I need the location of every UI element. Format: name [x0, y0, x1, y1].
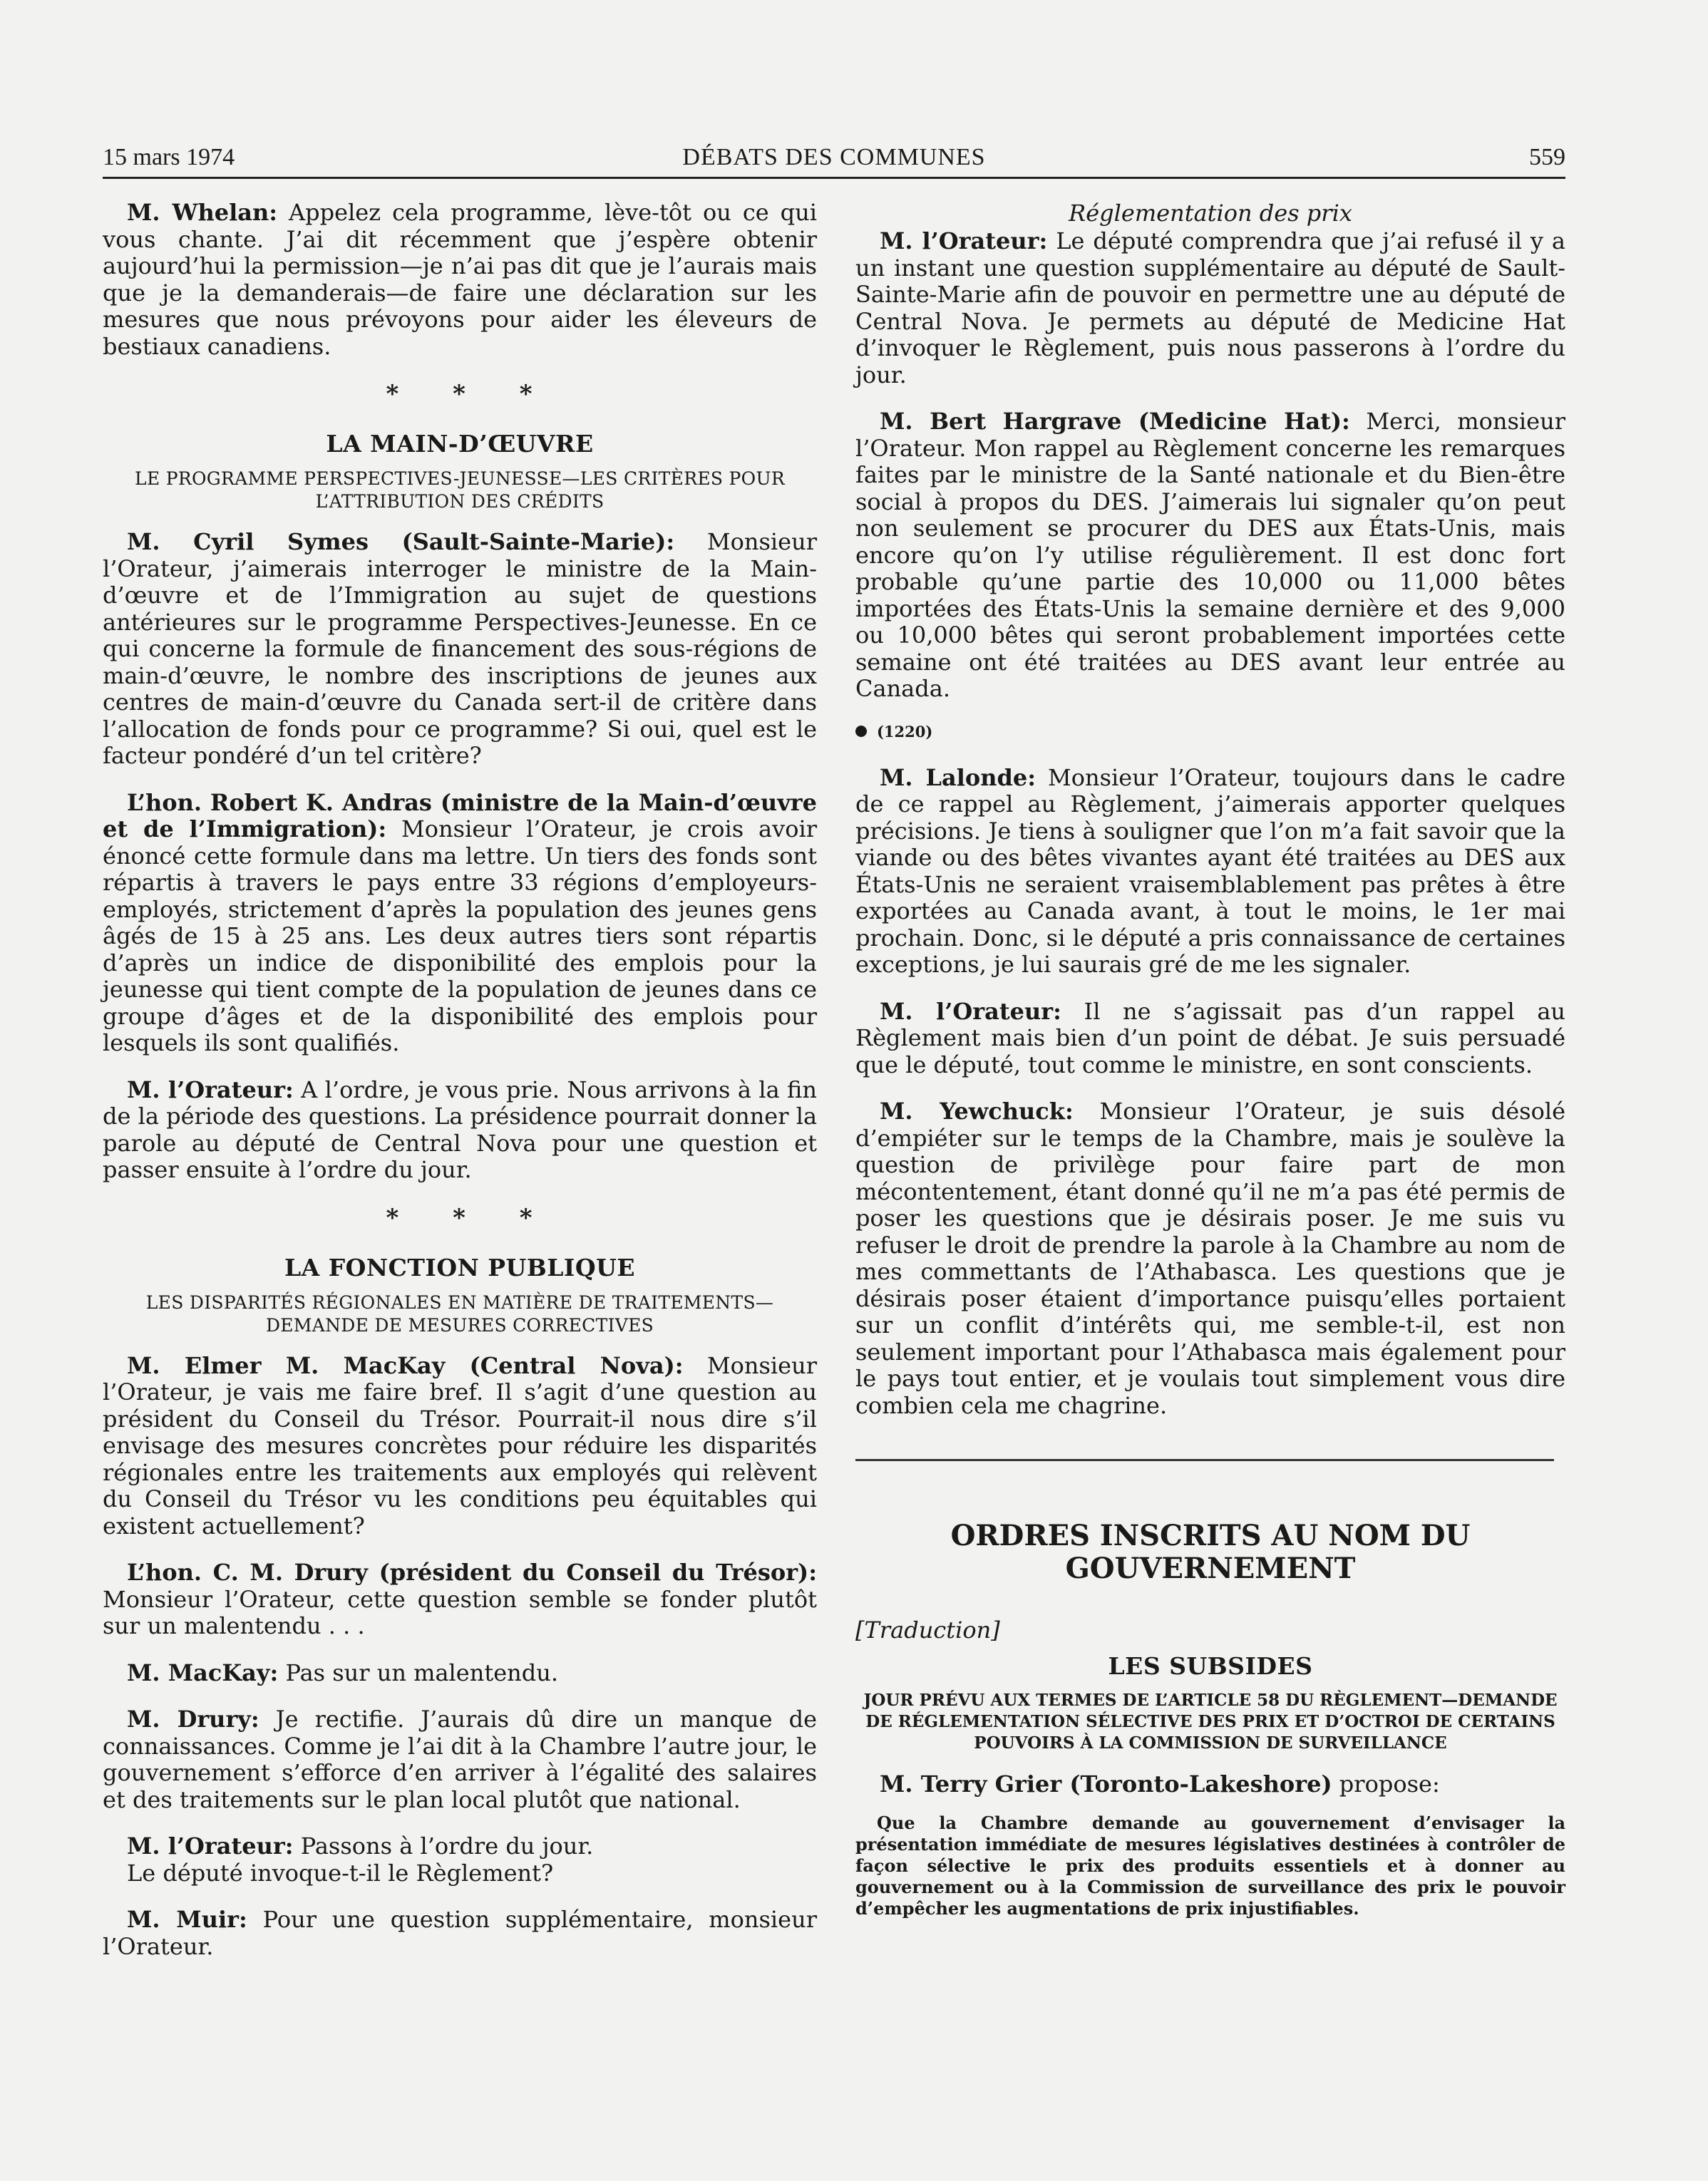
speech-drury-1 — [103, 1559, 817, 1640]
speech-text: Monsieur l’Orateur, j’aimerais interroger le ministre de la Main-d’œuvre et de l’Immigration au sujet de questions antérieures sur le programme Perspectives-Jeunesse. En ce qui concerne la formule de financement des sous-régions de main-d’œuvre, le nombre des inscriptions de jeunes aux centres de main-d’œuvre du Canada sert-il de critère dans l’allocation de fonds pour ce programme? Si oui, quel est le facteur pondéré d’un tel critère? — [103, 528, 818, 769]
speech-text: Je rectifie. J’aurais dû dire un manque de connaissances. Comme je l’ai dit à la Chambre l’autre jour, le gouvernement s’efforce d’en arriver à l’égalité des salaires et des traitements sur le plan local plutôt que national. — [103, 1706, 818, 1813]
section-title-fonction-publique: LA FONCTION PUBLIQUE — [284, 1253, 636, 1282]
right-column — [855, 200, 1565, 1919]
speech-orateur-2 — [103, 1833, 817, 1860]
speech-hargrave — [855, 408, 1565, 703]
section-title-main-doeuvre: LA MAIN-D’ŒUVRE — [326, 430, 594, 458]
page-header — [103, 140, 1565, 179]
speech-text: Merci, monsieur l’Orateur. Mon rappel au Règlement concerne les remarques faites par le ministre de la Santé nationale et du Bien-être social à propos du DES. J’aimerais lui signaler qu’on peut non seulement se procurer du DES aux États-Unis, mais encore qu’on l’y utilise régulièrement. Il est donc fort probable qu’une partie des 10,000 ou 11,000 bêtes importées des États-Unis la semaine dernière et des 9,000 ou 10,000 bêtes qui seront probablement importées cette semaine ont été traitées au DES avant leur entrée au Canada. — [855, 408, 1566, 702]
speaker-name: M. Elmer M. MacKay (Central Nova): — [127, 1351, 684, 1379]
speaker-name: M. Cyril Symes (Sault-Sainte-Marie): — [127, 528, 675, 555]
speaker-name: M. Lalonde: — [880, 763, 1036, 791]
speech-text: Monsieur l’Orateur, toujours dans le cadre de ce rappel au Règlement, j’aimerais apporter quelques précisions. Je tiens à souligner que l’on m’a fait savoir que la viande ou des bêtes vivantes ayant été traitées au DES aux États-Unis ne seraient vraisemblablement pas prêtes à être exportées au Canada avant, à tout le moins, le 1er mai prochain. Donc, si le député a pris connaissance de certaines exceptions, je lui saurais gré de me les signaler. — [855, 763, 1565, 978]
speech-text: propose: — [1332, 1770, 1440, 1798]
speech-whelan — [103, 200, 817, 360]
speaker-name: L’hon. Robert K. Andras (ministre de la Main-d’œuvre et de l’Immigration): — [103, 788, 817, 842]
speaker-name: L’hon. C. M. Drury (président du Conseil du Trésor): — [127, 1559, 817, 1586]
speech-text: A l’ordre, je vous prie. Nous arrivons à la fin de la période des questions. La présidence pourrait donner la parole au député de Central Nova pour une question et passer ensuite à l’ordre du jour. — [103, 1076, 818, 1183]
speech-orateur-1 — [103, 1077, 817, 1184]
speech-text: Le député comprendra que j’ai refusé il y a un instant une question supplémentaire au député de Sault-Sainte-Marie afin de pouvoir en permettre une au député de Central Nova. Je permets au député de Medicine Hat d’invoquer le Règlement, puis nous passerons à l’ordre du jour. — [855, 227, 1566, 388]
speech-symes — [103, 529, 817, 770]
speaker-name: M. Drury: — [127, 1706, 259, 1733]
speech-orateur-4 — [855, 999, 1565, 1079]
speech-orateur-2-continued: Le député invoque-t-il le Règlement? — [127, 1859, 554, 1887]
speech-orateur-3 — [855, 228, 1565, 388]
page-number: 559 — [1529, 144, 1565, 170]
section-title-subsides: LES SUBSIDES — [1108, 1652, 1313, 1680]
speaker-name: M. l’Orateur: — [880, 227, 1048, 254]
speech-lalonde — [855, 765, 1565, 979]
speaker-name: M. Muir: — [127, 1906, 247, 1933]
speaker-name: M. Terry Grier (Toronto-Lakeshore) — [880, 1770, 1332, 1798]
speech-mackay-2 — [103, 1660, 817, 1687]
speaker-name: M. l’Orateur: — [880, 997, 1061, 1025]
section-subtitle-disparites: LES DISPARITÉS RÉGIONALES EN MATIÈRE DE TRAITEMENTS—DEMANDE DE MESURES CORRECTIVES — [145, 1291, 774, 1336]
time-marker — [855, 723, 1565, 741]
speaker-name: M. MacKay: — [127, 1659, 279, 1686]
motion-text: Que la Chambre demande au gouvernement d’envisager la présentation immédiate de mesures législatives destinées à contrôler de façon sélective le prix des produits essentiels et à donner au gouvernement ou à la Commission de surveillance des prix le pouvoir d’empêcher les augmentations de prix injustifiables. — [855, 1812, 1565, 1919]
speech-drury-2 — [103, 1706, 817, 1813]
divider — [855, 1459, 1554, 1461]
time-marker-text: (1220) — [877, 722, 933, 741]
left-column — [103, 200, 817, 1980]
speaker-name: M. l’Orateur: — [127, 1076, 294, 1103]
speech-grier — [855, 1771, 1565, 1798]
section-separator: * * * — [386, 1203, 555, 1232]
speaker-name: M. l’Orateur: — [127, 1832, 294, 1860]
jour-prevu-heading: JOUR PRÉVU AUX TERMES DE L’ARTICLE 58 DU RÈGLEMENT—DEMANDE DE RÉGLEMENTATION SÉLECTIVE DES PRIX ET D’OCTROI DE CERTAINS POUVOIRS À LA COMMISSION DE SURVEILLANCE — [863, 1691, 1558, 1753]
speech-text: Pour une question supplémentaire, monsieur l’Orateur. — [103, 1906, 818, 1960]
speech-muir — [103, 1907, 817, 1960]
bullet-icon — [855, 726, 867, 737]
speech-text: Appelez cela programme, lève-tôt ou ce qui vous chante. J’ai dit récemment que j’espère obtenir aujourd’hui la permission—je n’ai pas dit que je l’aurais mais que je la demanderais—de faire une déclaration sur les mesures que nous prévoyons pour aider les éleveurs de bestiaux canadiens. — [103, 199, 818, 360]
speech-text: Monsieur l’Orateur, je crois avoir énoncé cette formule dans ma lettre. Un tiers des fonds sont répartis à travers le pays entre 33 régions d’employeurs-employés, strictement d’après la population des jeunes gens âgés de 15 à 25 ans. Les deux autres tiers sont répartis d’après un indice de disponibilité des emplois pour la jeunesse qui tient compte de la population de jeunes dans ce groupe d’âges et de la disponibilité des emplois pour lesquels ils sont qualifiés. — [103, 815, 818, 1056]
section-subtitle-perspectives-jeunesse: LE PROGRAMME PERSPECTIVES-JEUNESSE—LES CRITÈRES POUR L’ATTRIBUTION DES CRÉDITS — [135, 468, 785, 512]
speech-text: Monsieur l’Orateur, je suis désolé d’empiéter sur le temps de la Chambre, mais je soulève la question de privilège pour faire part de mon mécontentement, étant donné qu’il ne m’a pas été permis de poser les questions que je désirais poser. Je me suis vu refuser le droit de prendre la parole à la Chambre au nom de mes commettants de l’Athabasca. Les questions que je désirais poser étaient d’importance puisqu’elles portaient sur un conflit d’intérêts qui, me semble-t-il, est non seulement important pour l’Athabasca mais également pour le pays tout entier, et je voulais tout simplement vous dire combien cela me chagrine. — [855, 1098, 1566, 1419]
speech-andras — [103, 790, 817, 1057]
ordres-title: ORDRES INSCRITS AU NOM DU GOUVERNEMENT — [950, 1519, 1471, 1585]
speech-text: Pas sur un malentendu. — [278, 1659, 558, 1686]
speaker-name: M. Whelan: — [127, 199, 278, 226]
speaker-name: M. Yewchuck: — [880, 1098, 1074, 1125]
header-title: DÉBATS DES COMMUNES — [682, 144, 986, 170]
section-separator: * * * — [386, 380, 555, 408]
speech-text: Monsieur l’Orateur, je vais me faire bref. Il s’agit d’une question au président du Conseil du Trésor. Pourrait-il nous dire s’il envisage des mesures concrètes pour réduire les disparités régionales entre les traitements aux employés qui relèvent du Conseil du Trésor vu les conditions peu équitables qui existent actuellement? — [103, 1351, 818, 1540]
traduction-note: [Traduction] — [855, 1617, 1000, 1644]
speech-text: Monsieur l’Orateur, cette question semble se fonder plutôt sur un malentendu . . . — [103, 1585, 817, 1639]
italic-subheading: Réglementation des prix — [1069, 200, 1352, 227]
speaker-name: M. Bert Hargrave (Medicine Hat): — [880, 408, 1350, 435]
speech-text: Passons à l’ordre du jour. — [293, 1832, 594, 1860]
speech-text: Il ne s’agissait pas d’un rappel au Règlement mais bien d’un point de débat. Je suis persuadé que le député, tout comme le ministre, en sont conscients. — [855, 997, 1566, 1078]
speech-mackay — [103, 1353, 817, 1540]
header-date: 15 mars 1974 — [103, 144, 235, 170]
speech-yewchuck — [855, 1098, 1565, 1419]
